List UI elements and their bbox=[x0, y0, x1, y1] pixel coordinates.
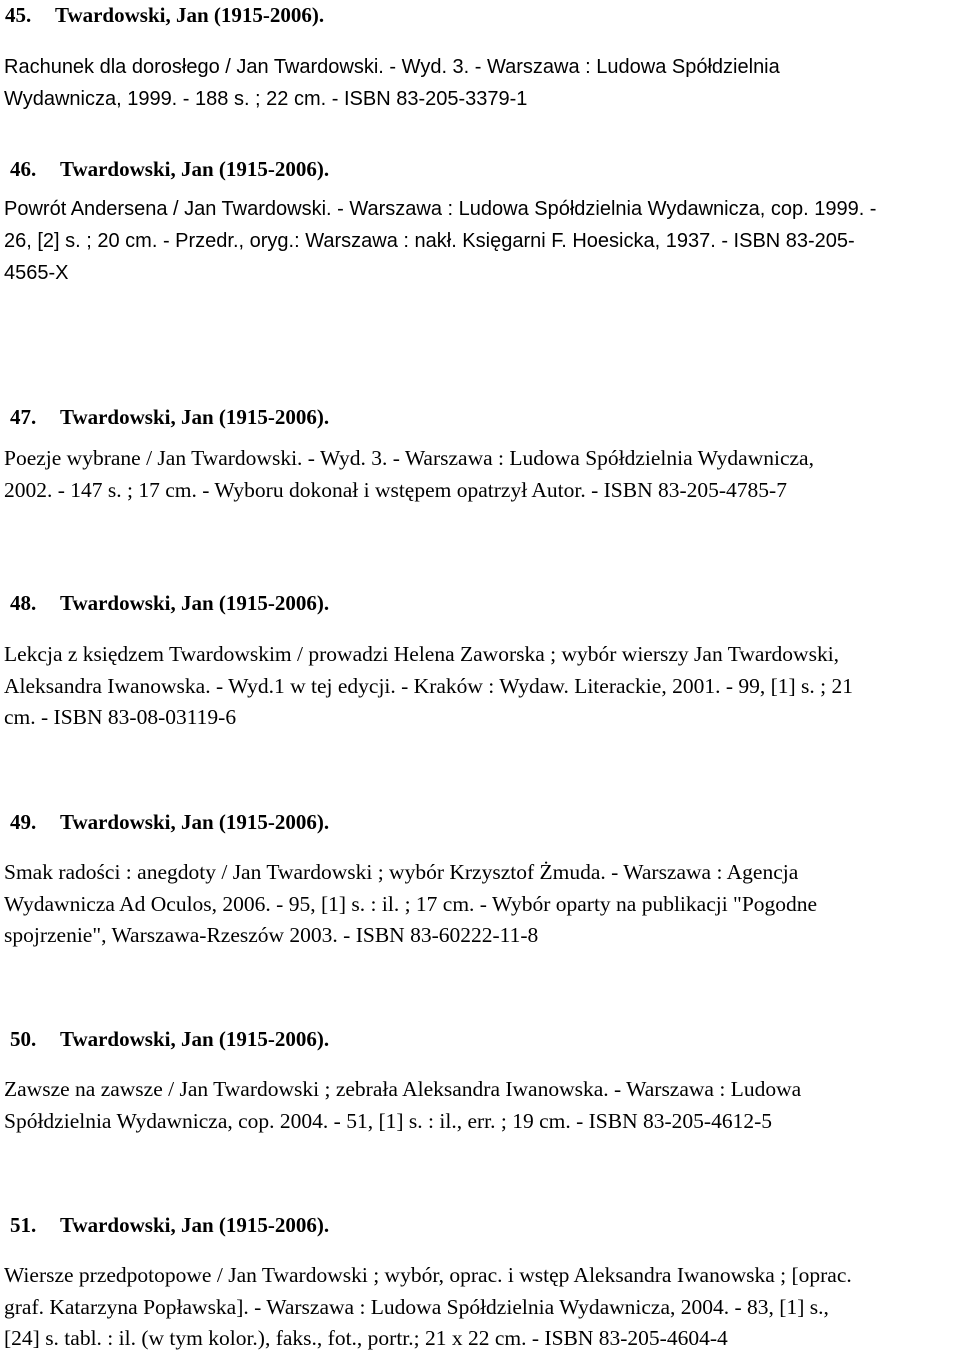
description-line: 2002. - 147 s. ; 17 cm. - Wyboru dokonał i wstępem opatrzył Autor. - ISBN 83-205-4785-7 bbox=[4, 477, 787, 502]
entry-author: Twardowski, Jan (1915-2006). bbox=[60, 1027, 330, 1051]
entry-author: Twardowski, Jan (1915-2006). bbox=[60, 1213, 330, 1237]
description-line: Powrót Andersena / Jan Twardowski. - Warszawa : Ludowa Spółdzielnia Wydawnicza, cop. 1999. - bbox=[4, 198, 877, 220]
entry-number: 45. bbox=[5, 3, 32, 27]
entry-heading bbox=[0, 810, 955, 834]
entry-author: Twardowski, Jan (1915-2006). bbox=[60, 157, 330, 181]
entry-number: 46. bbox=[10, 157, 37, 181]
entry-number: 51. bbox=[10, 1213, 37, 1237]
description-line: 4565-X bbox=[4, 262, 69, 284]
entry-author: Twardowski, Jan (1915-2006). bbox=[60, 405, 330, 429]
description-line: cm. - ISBN 83-08-03119-6 bbox=[4, 705, 237, 729]
entry-number: 50. bbox=[10, 1027, 37, 1051]
entry-description bbox=[0, 639, 955, 734]
bibliography-entry-51 bbox=[0, 1213, 955, 1355]
entry-author: Twardowski, Jan (1915-2006). bbox=[55, 3, 325, 27]
entry-number: 47. bbox=[10, 405, 37, 429]
description-line: [24] s. tabl. : il. (w tym kolor.), faks., fot., portr.; 21 x 22 cm. - ISBN 83-205-4604-4 bbox=[4, 1326, 728, 1350]
entry-author: Twardowski, Jan (1915-2006). bbox=[60, 591, 330, 615]
description-line: Spółdzielnia Wydawnicza, cop. 2004. - 51, [1] s. : il., err. ; 19 cm. - ISBN 83-205-4612-5 bbox=[4, 1108, 772, 1133]
description-line: Wydawnicza, 1999. - 188 s. ; 22 cm. - ISBN 83-205-3379-1 bbox=[4, 88, 528, 110]
description-line: 26, [2] s. ; 20 cm. - Przedr., oryg.: Warszawa : nakł. Księgarni F. Hoesicka, 1937. - ISBN 83-205- bbox=[4, 230, 855, 252]
entry-author: Twardowski, Jan (1915-2006). bbox=[60, 810, 330, 834]
entry-heading bbox=[0, 591, 955, 615]
description-line: Lekcja z księdzem Twardowskim / prowadzi Helena Zaworska ; wybór wierszy Jan Twardowski, bbox=[4, 642, 840, 666]
description-line: Wiersze przedpotopowe / Jan Twardowski ; wybór, oprac. i wstęp Aleksandra Iwanowska ; [oprac. bbox=[4, 1263, 852, 1287]
description-line: Zawsze na zawsze / Jan Twardowski ; zebrała Aleksandra Iwanowska. - Warszawa : Ludowa bbox=[4, 1077, 802, 1101]
entry-description bbox=[0, 1260, 955, 1355]
description-line: Aleksandra Iwanowska. - Wyd.1 w tej edycji. - Kraków : Wydaw. Literackie, 2001. - 99, [1] s. ; 21 bbox=[4, 673, 854, 698]
description-line: Poezje wybrane / Jan Twardowski. - Wyd. 3. - Warszawa : Ludowa Spółdzielnia Wydawnicza, bbox=[4, 446, 814, 470]
entry-heading bbox=[0, 3, 955, 27]
entry-number: 49. bbox=[10, 810, 37, 834]
entry-description bbox=[0, 193, 955, 289]
bibliography-entry-48 bbox=[0, 591, 955, 734]
description-line: spojrzenie", Warszawa-Rzeszów 2003. - ISBN 83-60222-11-8 bbox=[4, 923, 539, 947]
entry-description bbox=[0, 443, 955, 506]
description-line: Wydawnicza Ad Oculos, 2006. - 95, [1] s. : il. ; 17 cm. - Wybór oparty na publikacji "Pogodne bbox=[4, 891, 818, 916]
bibliography-entry-49 bbox=[0, 810, 955, 952]
bibliography-entry-45 bbox=[0, 3, 955, 115]
entry-heading bbox=[0, 405, 955, 429]
entry-description bbox=[0, 857, 955, 952]
entry-description bbox=[0, 1074, 955, 1137]
entry-heading bbox=[0, 157, 955, 181]
entry-heading bbox=[0, 1027, 955, 1051]
description-line: graf. Katarzyna Popławska]. - Warszawa : Ludowa Spółdzielnia Wydawnicza, 2004. - 83, [1] s., bbox=[4, 1294, 829, 1319]
entry-heading bbox=[0, 1213, 955, 1237]
bibliography-entry-46 bbox=[0, 157, 955, 289]
entry-number: 48. bbox=[10, 591, 37, 615]
entry-description bbox=[0, 51, 955, 115]
description-line: Rachunek dla dorosłego / Jan Twardowski. - Wyd. 3. - Warszawa : Ludowa Spółdzielnia bbox=[4, 56, 780, 78]
bibliography-entry-47 bbox=[0, 405, 955, 506]
description-line: Smak radości : anegdoty / Jan Twardowski ; wybór Krzysztof Żmuda. - Warszawa : Agencja bbox=[4, 860, 799, 884]
bibliography-entry-50 bbox=[0, 1027, 955, 1137]
